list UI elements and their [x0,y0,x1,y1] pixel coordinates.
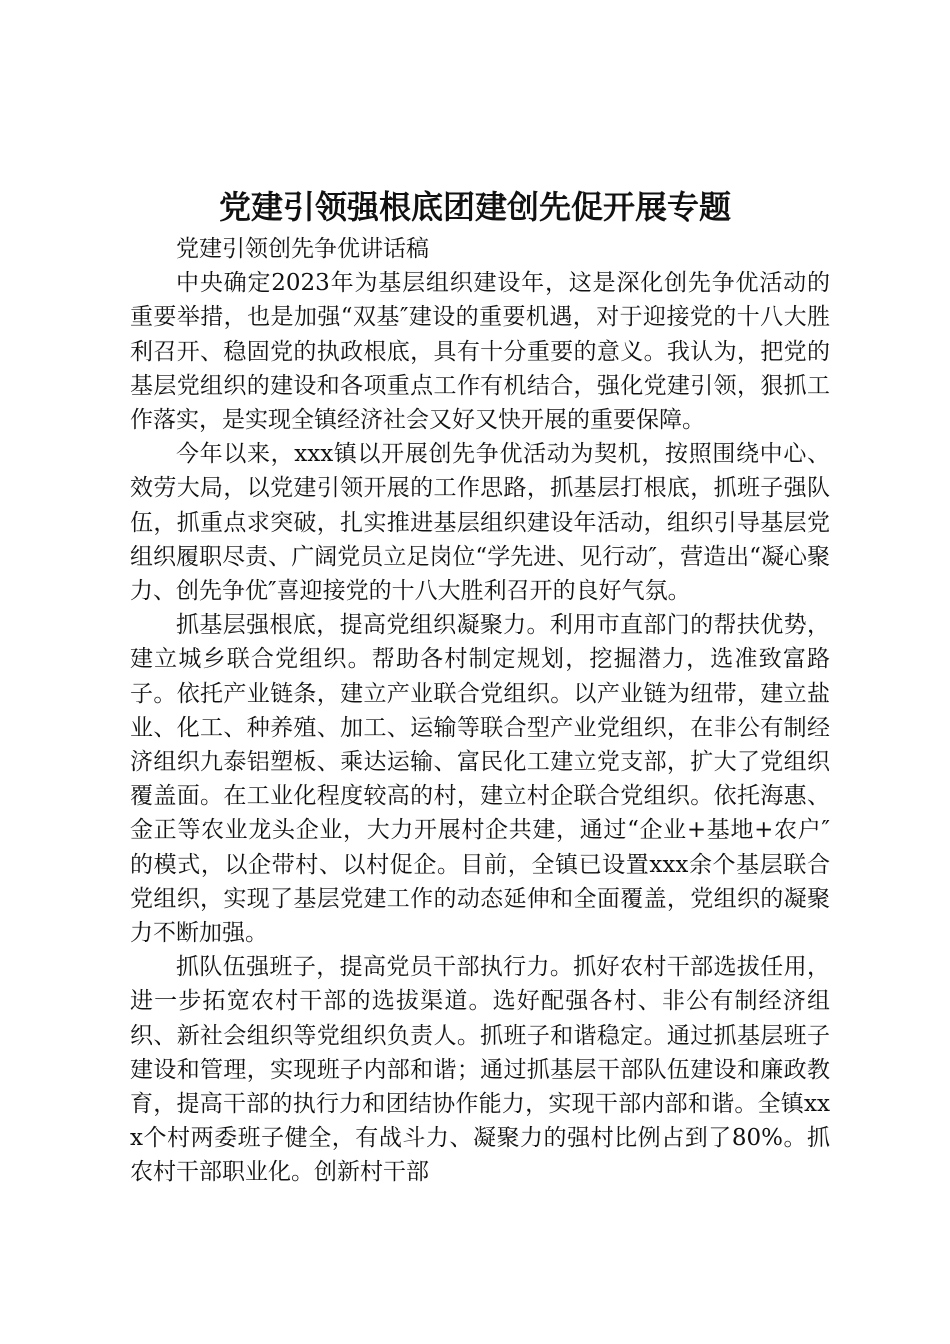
paragraph-3: 抓基层强根底，提高党组织凝聚力。利用市直部门的帮扶优势，建立城乡联合党组织。帮助各村制定规划，挖掘潜力，选准致富路子。依托产业链条，建立产业联合党组织。以产业链为纽带，建立盐业、化工、种养殖、加工、运输等联合型产业党组织，在非公有制经济组织九泰铝塑板、乘达运输、富民化工建立党支部，扩大了党组织覆盖面。在工业化程度较高的村，建立村企联合党组织。依托海惠、金正等农业龙头企业，大力开展村企共建，通过“企业+基地+农户″的模式，以企带村、以村促企。目前，全镇已设置xxx余个基层联合党组织，实现了基层党建工作的动态延伸和全面覆盖，党组织的凝聚力不断加强。 [130,612,830,947]
paragraph-4: 抓队伍强班子，提高党员干部执行力。抓好农村干部选拔任用，进一步拓宽农村干部的选拔渠道。选好配强各村、非公有制经济组织、新社会组织等党组织负责人。抓班子和谐稳定。通过抓基层班子建设和管理，实现班子内部和谐；通过抓基层干部队伍建设和廉政教育，提高干部的执行力和团结协作能力，实现干部内部和谐。全镇xxx个村两委班子健全，有战斗力、凝聚力的强村比例占到了80%。抓农村干部职业化。创新村干部 [130,954,830,1186]
document-body [130,232,830,1190]
document-title: 党建引领强根底团建创先促开展专题 [218,188,731,226]
document-subtitle: 党建引领创先争优讲话稿 [176,236,429,262]
paragraph-2: 今年以来，xxx镇以开展创先争优活动为契机，按照围绕中心、效劳大局，以党建引领开展的工作思路，抓基层打根底，抓班子强队伍，抓重点求突破，扎实推进基层组织建设年活动，组织引导基层党组织履职尽责、广阔党员立足岗位“学先进、见行动″，营造出“凝心聚力、创先争优″喜迎接党的十八大胜利召开的良好气氛。 [130,441,830,605]
paragraph-1: 中央确定2023年为基层组织建设年，这是深化创先争优活动的重要举措，也是加强“双基″建设的重要机遇，对于迎接党的十八大胜利召开、稳固党的执政根底，具有十分重要的意义。我认为，把党的基层党组织的建设和各项重点工作有机结合，强化党建引领，狠抓工作落实，是实现全镇经济社会又好又快开展的重要保障。 [130,270,830,434]
